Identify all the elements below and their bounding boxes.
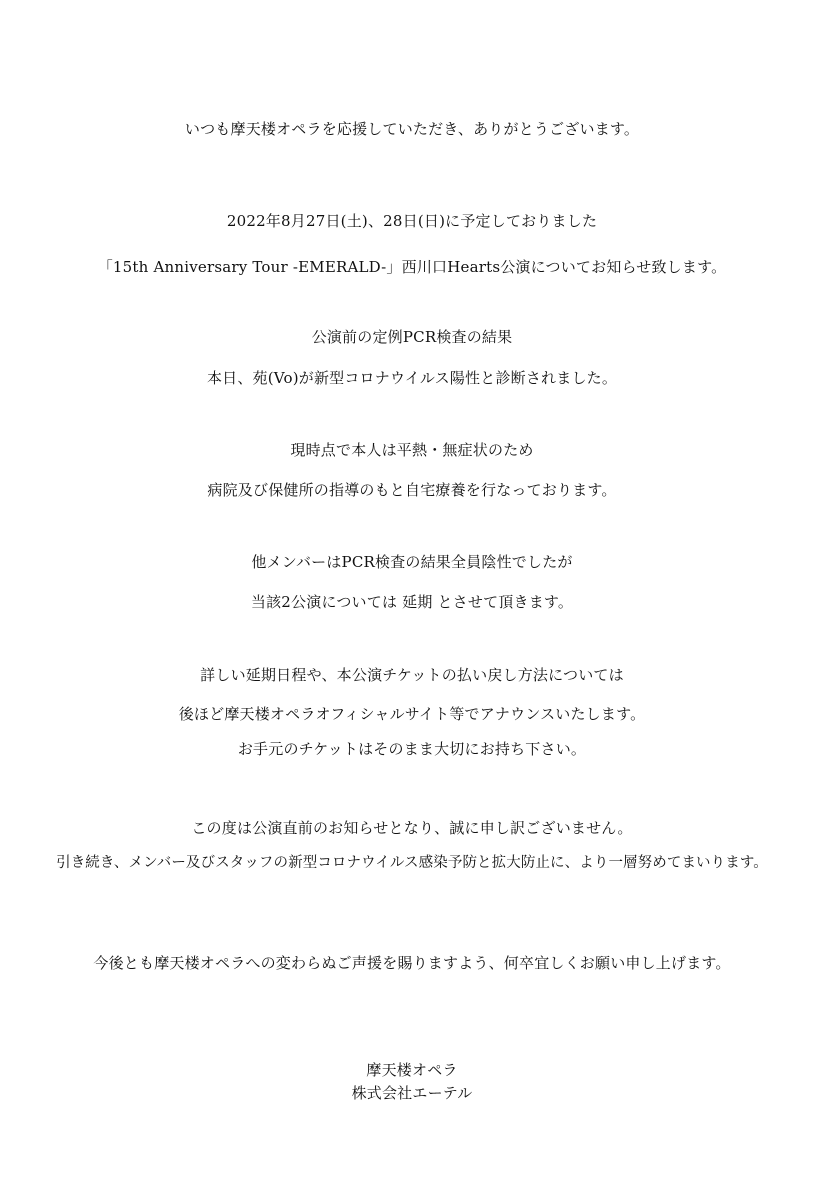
schedule-line-2: 「15th Anniversary Tour -EMERALD-」西川口Hearts公演についてお知らせ致します。 (97, 258, 727, 276)
apology-line-2: 引き続き、メンバー及びスタッフの新型コロナウイルス感染予防と拡大防止に、より一層努めてまいります。 (56, 855, 768, 871)
refund-line-2: 後ほど摩天楼オペラオフィシャルサイト等でアナウンスいたします。 (178, 705, 646, 723)
signature-band: 摩天楼オペラ (366, 1061, 458, 1079)
refund-line-1: 詳しい延期日程や、本公演チケットの払い戻し方法については (200, 666, 624, 684)
greeting-text: いつも摩天楼オペラを応援していただき、ありがとうございます。 (184, 120, 640, 138)
postpone-line-1: 他メンバーはPCR検査の結果全員陰性でしたが (251, 553, 573, 571)
condition-line-2: 病院及び保健所の指導のもと自宅療養を行なっております。 (207, 481, 617, 499)
refund-line-3: お手元のチケットはそのまま大切にお持ち下さい。 (237, 740, 587, 758)
schedule-line-1: 2022年8月27日(土)、28日(日)に予定しておりました (226, 212, 598, 230)
closing-text: 今後とも摩天楼オペラへの変わらぬご声援を賜りますよう、何卒宜しくお願い申し上げます。 (93, 954, 731, 972)
apology-line-1: この度は公演直前のお知らせとなり、誠に申し訳ございません。 (191, 819, 633, 837)
pcr-line-1: 公演前の定例PCR検査の結果 (311, 328, 513, 346)
signature-company: 株式会社エーテル (351, 1084, 473, 1102)
pcr-line-2: 本日、苑(Vo)が新型コロナウイルス陽性と診断されました。 (206, 369, 618, 387)
postpone-line-2: 当該2公演については 延期 とさせて頂きます。 (250, 593, 574, 611)
condition-line-1: 現時点で本人は平熱・無症状のため (290, 441, 534, 459)
